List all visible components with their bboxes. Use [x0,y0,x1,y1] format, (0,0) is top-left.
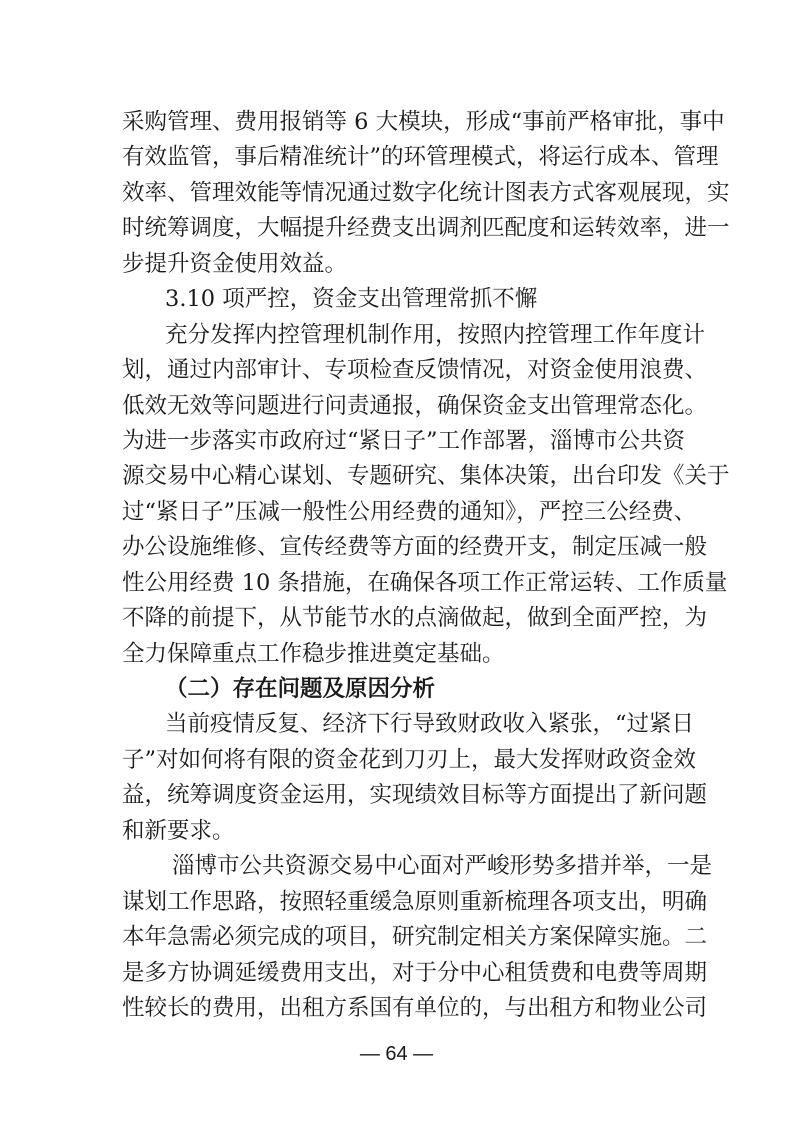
paragraph-1-line-3: 效率、管理效能等情况通过数字化统计图表方式客观展现，实 [122,180,730,206]
paragraph-1-line-1: 采购管理、费用报销等 6 大模块，形成“事前严格审批，事中 [122,109,725,135]
paragraph-4-line-2: 谋划工作思路，按照轻重缓急原则重新梳理各项支出，明确 [122,889,708,915]
section-2-title: （二）存在问题及原因分析 [165,676,436,702]
paragraph-2-line-7: 办公设施维修、宣传经费等方面的经费开支，制定压减一般 [122,534,708,560]
paragraph-2-line-10: 全力保障重点工作稳步推进奠定基础。 [122,641,505,667]
paragraph-2-line-4: 为进一步落实市政府过“紧日子”工作部署，淄博市公共资 [122,428,686,454]
paragraph-2-line-6: 过“紧日子”压减一般性公用经费的通知》，严控三公经费、 [122,499,697,525]
paragraph-2-line-5: 源交易中心精心谋划、专题研究、集体决策，出台印发《关于 [122,463,730,489]
paragraph-2-line-2: 划，通过内部审计、专项检查反馈情况，对资金使用浪费、 [122,357,708,383]
page-number: — 64 — [359,1043,434,1065]
paragraph-3-line-4: 和新要求。 [122,818,235,844]
paragraph-4-line-3: 本年急需必须完成的项目，研究制定相关方案保障实施。二 [122,924,708,950]
paragraph-2-line-3: 低效无效等问题进行问责通报，确保资金支出管理常态化。 [122,393,708,419]
paragraph-4-line-5: 性较长的费用，出租方系国有单位的，与出租方和物业公司 [122,995,708,1021]
paragraph-3-line-2: 子”对如何将有限的资金花到刀刃上，最大发挥财政资金效 [122,747,697,773]
section-3-10-title: 3.10 项严控，资金支出管理常抓不懈 [165,286,538,312]
paragraph-2-line-1: 充分发挥内控管理机制作用，按照内控管理工作年度计 [165,322,706,348]
paragraph-4-line-4: 是多方协调延缓费用支出，对于分中心租赁费和电费等周期 [122,960,708,986]
paragraph-4-line-1: 淄博市公共资源交易中心面对严峻形势多措并举，一是 [172,853,713,879]
paragraph-2-line-8: 性公用经费 10 条措施，在确保各项工作正常运转、工作质量 [122,570,728,596]
paragraph-3-line-3: 益，统筹调度资金运用，实现绩效目标等方面提出了新问题 [122,782,708,808]
paragraph-3-line-1: 当前疫情反复、经济下行导致财政收入紧张，“过紧日 [165,711,695,737]
paragraph-1-line-4: 时统筹调度，大幅提升经费支出调剂匹配度和运转效率，进一 [122,215,730,241]
paragraph-1-line-5: 步提升资金使用效益。 [122,251,348,277]
paragraph-1-line-2: 有效监管，事后精准统计”的环管理模式，将运行成本、管理 [122,144,719,170]
paragraph-2-line-9: 不降的前提下，从节能节水的点滴做起，做到全面严控，为 [122,605,708,631]
